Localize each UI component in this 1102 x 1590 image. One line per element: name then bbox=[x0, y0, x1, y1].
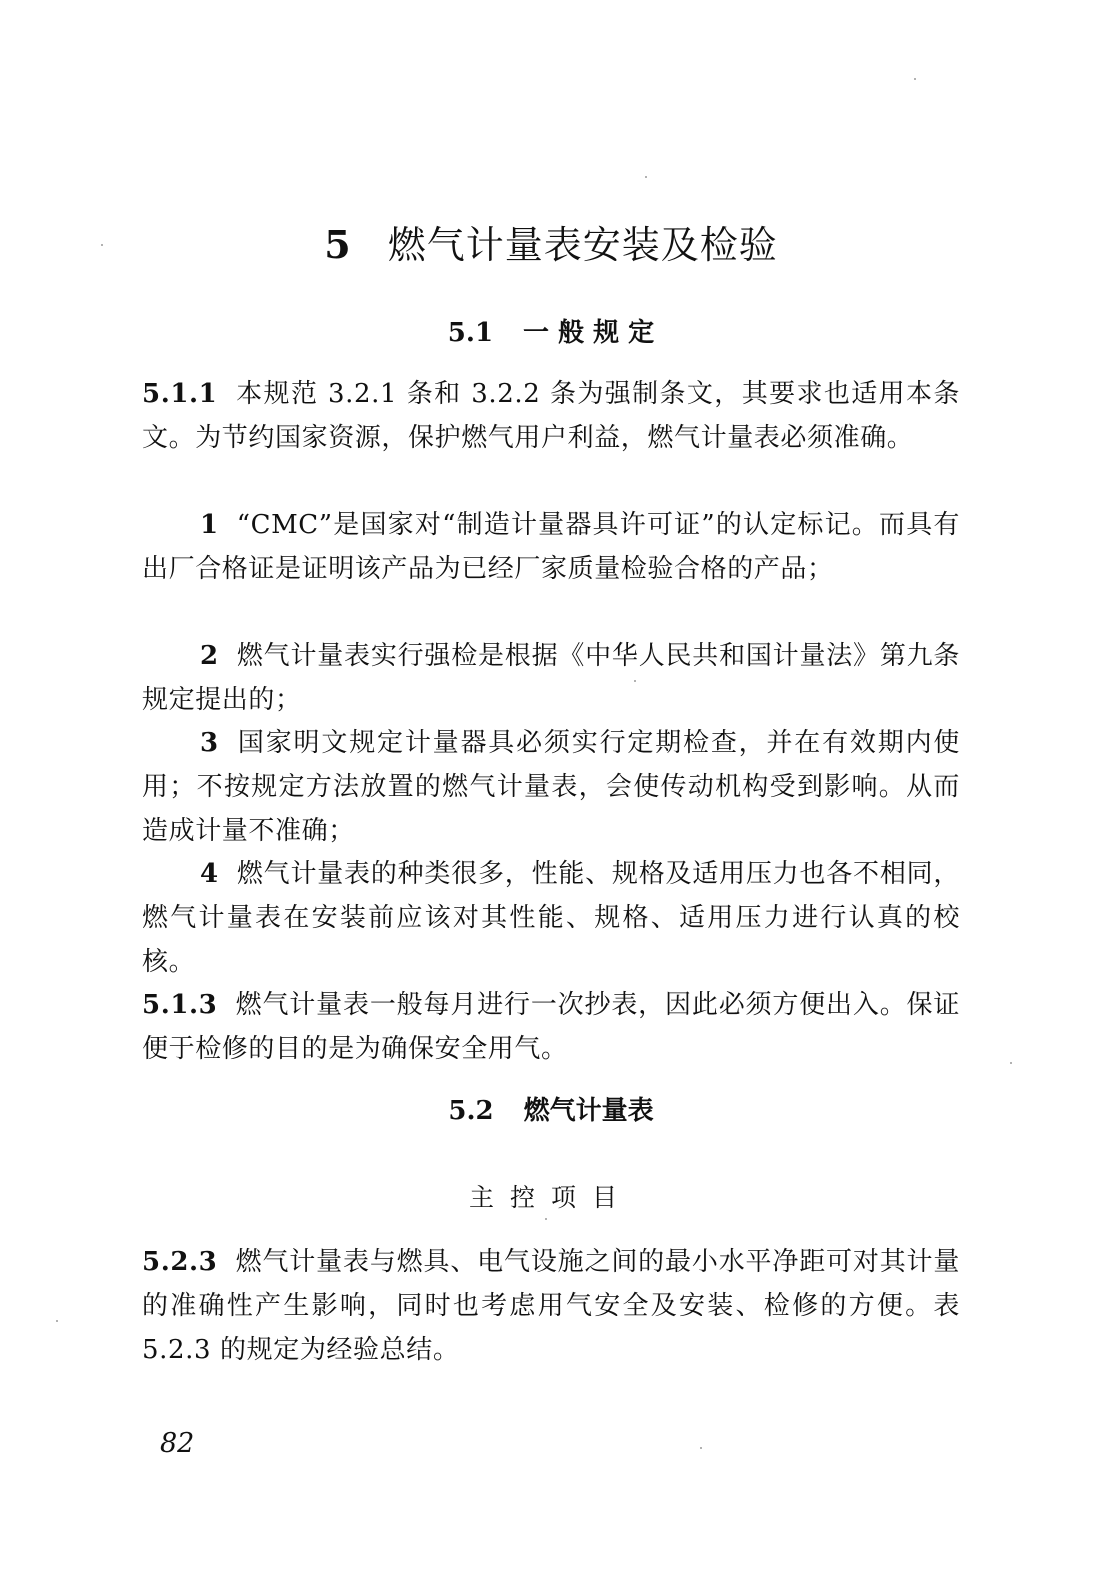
clause-5-2-3 bbox=[142, 1240, 960, 1372]
scan-speck bbox=[634, 680, 636, 682]
list-item-1 bbox=[142, 503, 960, 591]
scan-speck bbox=[700, 1447, 702, 1449]
clause-5-2-3-text: 燃气计量表与燃具、电气设施之间的最小水平净距可对其计量的准确性产生影响，同时也考虑用气安全及安装、检修的方便。表 5.2.3 的规定为经验总结。 bbox=[142, 1247, 960, 1365]
clause-5-1-3 bbox=[142, 983, 960, 1071]
list-item-2-number: 2 bbox=[200, 641, 219, 671]
section-5-2-title: 燃气计量表 bbox=[523, 1096, 654, 1126]
subsection-title: 主控项目 bbox=[468, 1183, 633, 1212]
section-5-2-number: 5.2 bbox=[448, 1096, 494, 1126]
clause-5-1-1-text: 本规范 3.2.1 条和 3.2.2 条为强制条文，其要求也适用本条文。为节约国家资源，保护燃气用户利益，燃气计量表必须准确。 bbox=[142, 379, 960, 453]
scan-speck bbox=[1010, 1062, 1012, 1064]
scan-speck bbox=[545, 1218, 547, 1220]
list-item-2 bbox=[142, 634, 960, 722]
page-number: 82 bbox=[160, 1428, 195, 1459]
chapter-title-text: 燃气计量表安装及检验 bbox=[387, 223, 778, 267]
clause-5-2-3-number: 5.2.3 bbox=[142, 1247, 218, 1277]
list-item-4 bbox=[142, 852, 960, 984]
scan-speck bbox=[101, 244, 103, 246]
clause-5-1-1 bbox=[142, 372, 960, 460]
list-item-3-number: 3 bbox=[200, 728, 219, 758]
scan-speck bbox=[914, 78, 916, 80]
list-item-3 bbox=[142, 721, 960, 853]
list-item-1-text: “CMC”是国家对“制造计量器具许可证”的认定标记。而具有出厂合格证是证明该产品为已经厂家质量检验合格的产品； bbox=[142, 510, 960, 584]
list-item-1-number: 1 bbox=[200, 510, 219, 540]
section-5-1-title: 一 般 规 定 bbox=[523, 318, 655, 348]
list-item-4-text: 燃气计量表的种类很多，性能、规格及适用压力也各不相同，燃气计量表在安装前应该对其性能、规格、适用压力进行认真的校核。 bbox=[142, 859, 960, 977]
scan-speck bbox=[56, 1320, 58, 1322]
scan-speck bbox=[645, 176, 647, 178]
section-5-2-heading bbox=[0, 1090, 1102, 1127]
section-5-1-heading bbox=[0, 312, 1102, 349]
clause-5-1-3-number: 5.1.3 bbox=[142, 990, 218, 1020]
list-item-2-text: 燃气计量表实行强检是根据《中华人民共和国计量法》第九条规定提出的； bbox=[142, 641, 960, 715]
section-5-1-number: 5.1 bbox=[447, 318, 494, 348]
clause-5-1-1-number: 5.1.1 bbox=[142, 379, 218, 409]
chapter-title bbox=[0, 214, 1102, 269]
chapter-number: 5 bbox=[324, 222, 352, 267]
clause-5-1-3-text: 燃气计量表一般每月进行一次抄表，因此必须方便出入。保证便于检修的目的是为确保安全用气。 bbox=[142, 990, 960, 1064]
list-item-4-number: 4 bbox=[200, 859, 219, 889]
list-item-3-text: 国家明文规定计量器具必须实行定期检查，并在有效期内使用；不按规定方法放置的燃气计量表，会使传动机构受到影响。从而造成计量不准确； bbox=[142, 728, 960, 846]
